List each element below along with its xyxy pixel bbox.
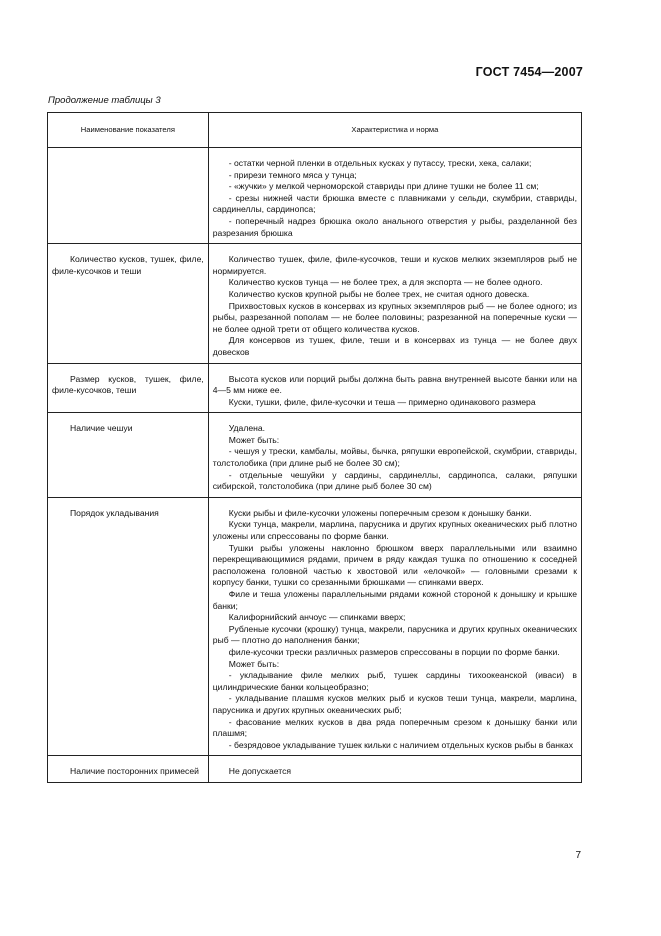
description-line: - укладывание плашмя кусков мелких рыб и кусков теши тунца, макрели, марлина, парусника и других крупных океанических рыб; <box>212 693 577 715</box>
row-description-cell <box>208 497 581 755</box>
description-line: - фасование мелких кусков в два ряда поперечным срезом к донышку банки или плашмя; <box>212 716 577 739</box>
column-header-name: Наименование показателя <box>48 113 209 148</box>
row-description-cell <box>208 244 581 363</box>
row-name-cell <box>48 244 209 363</box>
description-line: Количество кусков крупной рыбы не более трех, не считая одного довеска. <box>228 288 530 299</box>
row-name: Наличие посторонних примесей <box>70 766 199 777</box>
table-row <box>48 497 582 755</box>
description-line: Для консервов из тушек, филе, теши и в консервах из тунца — не более двух довесков <box>212 335 577 357</box>
spec-table <box>47 112 582 783</box>
row-name: Количество кусков, тушек, филе, филе-кусочков и теши <box>52 254 204 276</box>
description-line: - чешуя у трески, камбалы, мойвы, бычка, ряпушки европейской, скумбрии, ставриды, толстолобика (при длине рыб не более 30 см); <box>212 446 577 469</box>
row-name-cell <box>48 497 209 755</box>
column-header-characteristic: Характеристика и норма <box>208 113 581 148</box>
description-line: Калифорнийский анчоус — спинками вверх; <box>228 612 406 623</box>
description-line: Прихвостовых кусков в консервах из крупных экземпляров рыб — не более одного; из рыбы, разрезанной пополам — не более половины; разрезанной на поперечные куски — не более одной трети от общего количества кусков. <box>212 300 577 334</box>
description-line: - укладывание филе мелких рыб, тушек сардины тихоокеанской (иваси) в цилиндрические банки кольцеобразно; <box>212 670 577 692</box>
description-line: - прирези темного мяса у тунца; <box>228 169 357 180</box>
description-line: Высота кусков или порций рыбы должна быть равна внутренней высоте банки или на 4—5 мм ниже ее. <box>212 373 577 396</box>
row-description-cell <box>208 148 581 244</box>
document-code: ГОСТ 7454—2007 <box>475 65 583 79</box>
table-caption: Продолжение таблицы 3 <box>48 95 161 106</box>
description-line: - отдельные чешуйки у сардины, сардинеллы, сардинопса, салаки, ряпушки сибирской, толстолобика (при длине рыб более 30 см) <box>212 469 577 492</box>
description-line: - поперечный надрез брюшка около анального отверстия у рыбы, разделанной без разрезания брюшка <box>212 215 577 238</box>
table-row <box>48 363 582 413</box>
description-line: - срезы нижней части брюшка вместе с плавниками у сельди, скумбрии, ставриды, сардинеллы, сардинопса; <box>212 192 577 215</box>
row-description-cell <box>208 363 581 413</box>
row-name: Порядок укладывания <box>70 507 159 518</box>
description-line: Может быть: <box>228 658 280 669</box>
description-line: - «жучки» у мелкой черноморской ставриды при длине тушки не более 11 см; <box>228 181 539 192</box>
description-line: Филе и теша уложены параллельными рядами кожной стороной к донышку и крышке банки; <box>212 589 577 611</box>
row-name: Размер кусков, тушек, филе, филе-кусочков, теши <box>52 373 204 396</box>
description-line: Удалена. <box>228 423 266 434</box>
table-row <box>48 756 582 783</box>
row-name-cell <box>48 148 209 244</box>
description-line: Может быть: <box>228 434 280 445</box>
table-row <box>48 413 582 498</box>
row-description-cell <box>208 413 581 498</box>
row-name: Наличие чешуи <box>70 423 133 434</box>
description-line: Рубленые кусочки (крошку) тунца, макрели, парусника и других крупных океанических рыб — плотно до наполнения банки; <box>212 623 577 646</box>
description-line: филе-кусочки трески различных размеров спрессованы в порции по форме банки. <box>228 646 560 657</box>
description-line: - безрядовое укладывание тушек кильки с наличием отдельных кусков рыбы в банках <box>228 739 573 750</box>
row-name-cell <box>48 413 209 498</box>
page-number: 7 <box>575 850 581 861</box>
description-line: Куски тунца, макрели, марлина, парусника и других крупных океанических рыб плотно уложены или спрессованы по форме банки. <box>212 519 577 542</box>
description-line: Количество тушек, филе, филе-кусочков, теши и кусков мелких экземпляров рыб не нормируется. <box>212 254 577 276</box>
row-name-cell <box>48 363 209 413</box>
table-row <box>48 148 582 244</box>
row-name-cell <box>48 756 209 783</box>
description-line: Количество кусков тунца — не более трех, а для экспорта — не более одного. <box>228 277 543 288</box>
description-line: Тушки рыбы уложены наклонно брюшком вверх параллельными или взаимно перекрещивающимися рядами, причем в ряду каждая тушка по отношению к соседней расположена головной частью к хвостовой или «елочкой» — головными срезами к корпусу банки, тушки со срезанными брюшками — спинками вверх. <box>212 542 577 588</box>
description-line: Куски рыбы и филе-кусочки уложены поперечным срезом к донышку банки. <box>228 507 532 518</box>
row-description-cell <box>208 756 581 783</box>
description-line: Куски, тушки, филе, филе-кусочки и теша — примерно одинакового размера <box>228 396 536 407</box>
table-header-row <box>48 113 582 148</box>
description-line: Не допускается <box>228 766 292 777</box>
description-line: - остатки черной пленки в отдельных кусках у путассу, трески, хека, салаки; <box>228 158 532 168</box>
table-row <box>48 244 582 363</box>
